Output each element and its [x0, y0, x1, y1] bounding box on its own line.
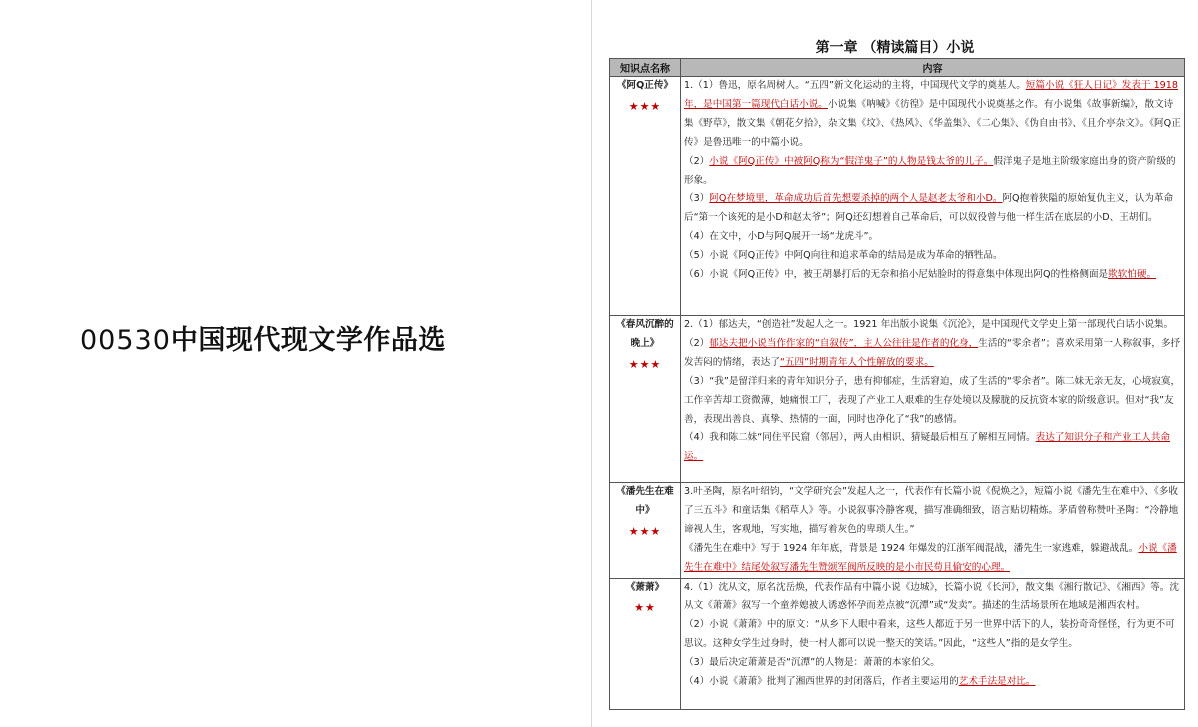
content-paragraph — [684, 540, 1181, 578]
topic-content-cell — [681, 578, 1185, 709]
content-text: （2）小说《萧萧》中的原文：“从乡下人眼中看来，这些人都近于另一世界中活下的人，装扮奇奇怪怪，行为更不可思议。这种女学生过身时，使一村人都可以说一整天的笑话。”因此，“这些人”指的是女学生。 — [684, 619, 1175, 650]
content-text: （6）小说《阿Q正传》中，被王胡暴打后的无奈和掐小尼姑脸时的得意集中体现出阿Q的性格侧面是 — [684, 269, 1109, 281]
course-code: 00530 — [80, 325, 171, 356]
topic-content-cell — [681, 77, 1185, 316]
table-header-row — [610, 59, 1185, 77]
content-paragraph — [684, 483, 1181, 540]
course-title: 中国现代现文学作品选 — [170, 325, 446, 356]
content-text: 生活的“零余者”；喜欢采用第一人称叙事，多抒发苦闷的情绪，表达了 — [684, 337, 1181, 368]
content-paragraph — [684, 247, 1181, 266]
cover-page — [0, 0, 591, 727]
content-text: 4.（1）沈从文，原名沈岳焕，代表作品有中篇小说《边城》，长篇小说《长河》，散文集《湘行散记》、《湘西》等。沈从文《萧萧》叙写一个童养媳被人诱惑怀孕而差点被“沉潭”或“发卖”。描述的生活场景所在地域是湘西农村。 — [684, 581, 1179, 612]
highlighted-text: 小说《潘先生在难中》结尾处叙写潘先生赞颂军阀所反映的是小市民苟且偷安的心理。 — [684, 542, 1177, 573]
content-text: （4）小说《萧萧》批判了湘西世界的封闭落后，作者主要运用的 — [684, 676, 959, 688]
content-paragraph — [684, 153, 1181, 191]
table-row — [610, 316, 1185, 483]
content-text: 假洋鬼子是地主阶级家庭出身的资产阶级的形象。 — [684, 155, 1176, 186]
content-text: 1.（1）鲁迅，原名周树人。“五四”新文化运动的主将，中国现代文学的奠基人。 — [684, 80, 1026, 91]
importance-stars: ★★★ — [628, 357, 662, 371]
content-text: 小说集《呐喊》《彷徨》是中国现代小说奠基之作。有小说集《故事新编》，散文诗集《野草》，散文集《朝花夕拾》，杂文集《坟》、《热风》、《华盖集》、《二心集》、《伪自由书》、《且介亭杂文》。《阿Q正传》是鲁迅唯一的中篇小说。 — [684, 98, 1181, 148]
topic-name-cell — [610, 483, 681, 579]
content-paragraph — [684, 190, 1181, 228]
importance-stars: ★★ — [634, 601, 656, 615]
table-row — [610, 77, 1185, 316]
topic-name: 《潘先生在难中》 — [616, 486, 674, 516]
content-page — [592, 0, 1198, 727]
highlighted-text: 欺软怕硬。 — [1108, 269, 1157, 281]
content-paragraph — [684, 654, 1181, 673]
topic-content-cell — [681, 316, 1185, 483]
highlighted-text: 阿Q在梦境里，革命成功后首先想要杀掉的两个人是赵老太爷和小D。 — [709, 193, 1003, 205]
topic-name-cell — [610, 316, 681, 483]
content-text: （4）我和陈二妹“同住平民窟（邻居），两人由相识、猜疑最后相互了解相互同情。 — [684, 432, 1036, 444]
content-paragraph — [684, 429, 1181, 467]
content-paragraph — [684, 579, 1181, 617]
content-text: （3） — [684, 193, 710, 205]
highlighted-text: “五四”时期青年人个性解放的要求。 — [779, 356, 934, 368]
highlighted-text: 表达了知识分子和产业工人共命运。 — [684, 432, 1170, 463]
highlighted-text: 郁达夫把小说当作作家的“自叙传”，主人公往往是作者的化身， — [709, 337, 979, 349]
topic-name: 《萧萧》 — [625, 581, 665, 593]
highlighted-text: 小说《阿Q正传》中被阿Q称为“假洋鬼子”的人物是钱太爷的儿子。 — [709, 155, 994, 167]
knowledge-table — [609, 58, 1185, 710]
topic-name-cell — [610, 578, 681, 709]
highlighted-text: 艺术手法是对比。 — [958, 676, 1036, 688]
content-text: 2.（1）郁达夫，“创造社”发起人之一。1921 年出版小说集《沉沦》，是中国现代文学史上第一部现代白话小说集。 — [684, 319, 1174, 330]
cover-title — [80, 318, 446, 357]
content-paragraph — [684, 316, 1181, 335]
content-paragraph — [684, 77, 1181, 153]
content-paragraph — [684, 673, 1181, 692]
table-row — [610, 483, 1185, 579]
content-paragraph — [684, 228, 1181, 247]
header-content: 内容 — [681, 59, 1185, 77]
content-paragraph — [684, 266, 1181, 285]
content-text: （2） — [684, 337, 710, 349]
importance-stars: ★★★ — [628, 524, 662, 538]
content-text: （2） — [684, 155, 710, 167]
content-text: 阿Q抱着狭隘的原始复仇主义，认为革命后“第一个该死的是小D和赵太爷”；阿Q还幻想着自己革命后，可以奴役曾与他一样生活在底层的小D、王胡们。 — [684, 193, 1174, 224]
content-paragraph — [684, 373, 1181, 430]
topic-name: 《春风沉醉的晚上》 — [616, 319, 674, 349]
content-text: （3）“我”是留洋归来的青年知识分子，患有抑郁症，生活窘迫，成了生活的“零余者”。陈二妹无亲无友，心境寂寞，工作辛苦却工资微薄，她痛恨工厂，表现了产业工人艰难的生存处境以及朦胧的反抗资本家的阶级意识。但对“我”友善，表现出善良、真挚、热情的一面，同时也净化了“我”的感情。 — [684, 375, 1181, 425]
topic-name: 《阿Q正传》 — [616, 80, 674, 91]
chapter-title: 第一章 （精读篇目）小说 — [815, 40, 975, 56]
highlighted-text: 短篇小说《狂人日记》发表于 1918 年，是中国第一篇现代白话小说。 — [684, 80, 1178, 110]
table-row — [610, 578, 1185, 709]
content-paragraph — [684, 616, 1181, 654]
topic-name-cell — [610, 77, 681, 316]
importance-stars: ★★★ — [628, 99, 662, 113]
content-text: （3）最后决定萧萧是否“沉潭”的人物是：萧萧的本家伯父。 — [684, 657, 940, 669]
topic-content-cell — [681, 483, 1185, 579]
content-paragraph — [684, 335, 1181, 373]
header-name: 知识点名称 — [610, 59, 681, 77]
content-text: 《潘先生在难中》写于 1924 年年底，背景是 1924 年爆发的江浙军阀混战，潘先生一家逃难，躲避战乱。 — [684, 542, 1139, 554]
content-text: 3.叶圣陶，原名叶绍钧，“文学研究会”发起人之一，代表作有长篇小说《倪焕之》，短篇小说《潘先生在难中》、《多收了三五斗》和童话集《稻草人》等。小说叙事冷静客观，描写准确细致，语言贴切精炼。茅盾曾称赞叶圣陶：“冷静地谛视人生，客观地，写实地，描写着灰色的卑琐人生。” — [684, 486, 1179, 535]
content-text: （4）在文中，小D与阿Q展开一场“龙虎斗”。 — [684, 231, 879, 243]
content-text: （5）小说《阿Q正传》中阿Q向往和追求革命的结局是成为革命的牺牲品。 — [684, 250, 1003, 262]
